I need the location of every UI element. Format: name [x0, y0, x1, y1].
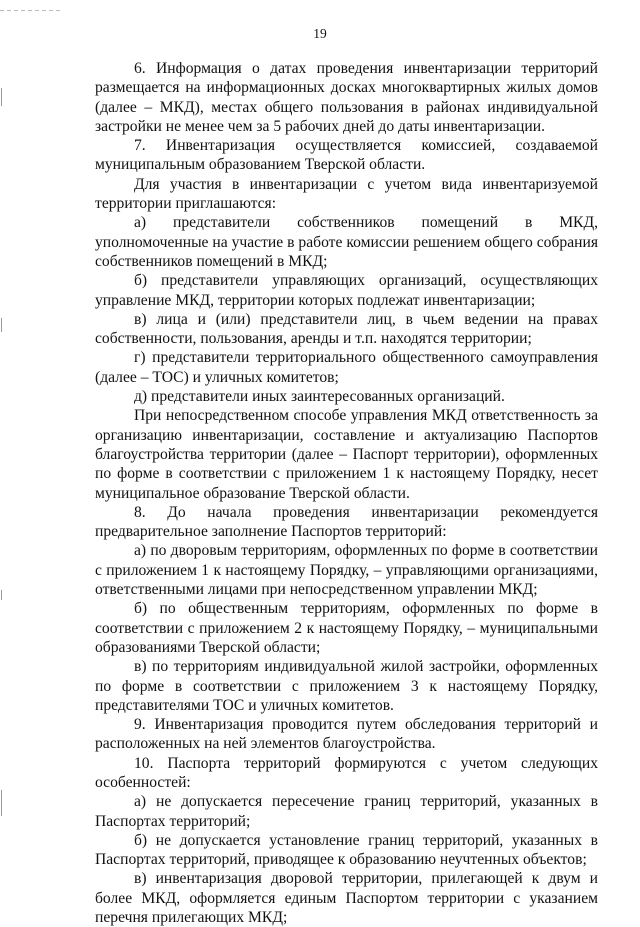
list-item-a-owners: а) представители собственников помещений в МКД, уполномоченные на участие в работе комиссии решением общего собрания собственников помещений в МКД; [95, 214, 598, 270]
list-item-v-persons: в) лица и (или) представители лиц, в чьем ведении на правах собственности, пользования, аренды и т.п. находятся территории; [95, 310, 598, 348]
list-item-b-no-gaps: б) не допускается установление границ территорий, указанных в Паспортах территорий, приводящее к образованию неучтенных объектов; [95, 831, 598, 869]
paragraph-8-prefill: 8. До начала проведения инвентаризации рекомендуется предварительное заполнение Паспортов территорий: [95, 503, 598, 541]
list-item-v-private-housing: в) по территориям индивидуальной жилой застройки, оформленных по форме в соответствии с приложением 3 к настоящему Порядку, представителями ТОС и уличных комитетов. [95, 658, 598, 714]
list-item-b-management: б) представители управляющих организаций, осуществляющих управление МКД, территории которых подлежат инвентаризации; [95, 272, 598, 309]
list-item-a-no-overlap: а) не допускается пересечение границ территорий, указанных в Паспортах территорий; [95, 793, 598, 830]
page-number: 19 [313, 26, 327, 41]
paragraph-participants-intro: Для участия в инвентаризации с учетом вида инвентаризуемой территории приглашаются: [95, 175, 598, 213]
scan-margin-mark [1, 88, 2, 106]
paragraph-9-inspection: 9. Инвентаризация проводится путем обследования территорий и расположенных на ней элементов благоустройства. [95, 716, 598, 753]
list-item-d-other-orgs: д) представители иных заинтересованных организаций. [134, 388, 505, 406]
paragraph-6-info-dates: 6. Информация о датах проведения инвентаризации территорий размещается на информационных досках многоквартирных жилых домов (далее – МКД), местах общего пользования в районах индивидуальной застройки не менее чем за 5 рабочих дней до даты инвентаризации. [95, 60, 598, 135]
scan-margin-mark [1, 790, 2, 816]
paragraph-direct-management: При непосредственном способе управления МКД ответственность за организацию инвентаризации, составление и актуализацию Паспортов благоустройства территории (далее – Паспорт территории), оформленных по форме в соответствии с приложением 1 к настоящему Порядку, несет муниципальное образование Тверской области. [95, 407, 598, 502]
list-item-b-public: б) по общественным территориям, оформленных по форме в соответствии с приложением 2 к настоящему Порядку, – муниципальными образованиями Тверской области; [95, 600, 598, 656]
scan-margin-mark [1, 318, 2, 332]
paragraph-7-commission: 7. Инвентаризация осуществляется комиссией, создаваемой муниципальным образованием Тверской области. [95, 137, 598, 174]
scan-margin-mark [1, 590, 2, 600]
scan-artifact-dashes [0, 10, 60, 11]
list-item-g-tos: г) представители территориального общественного самоуправления (далее – ТОС) и уличных комитетов; [95, 349, 598, 386]
document-body [95, 59, 598, 927]
list-item-v-shared-yard: в) инвентаризация дворовой территории, прилегающей к двум и более МКД, оформляется единым Паспортом территории с указанием перечня прилегающих МКД; [95, 870, 598, 927]
list-item-a-yards: а) по дворовым территориям, оформленных по форме в соответствии с приложением 1 к настоящему Порядку, – управляющими организациями, ответственными лицами при непосредственном управлении МКД; [95, 542, 598, 599]
paragraph-10-passports: 10. Паспорта территорий формируются с учетом следующих особенностей: [95, 754, 598, 791]
